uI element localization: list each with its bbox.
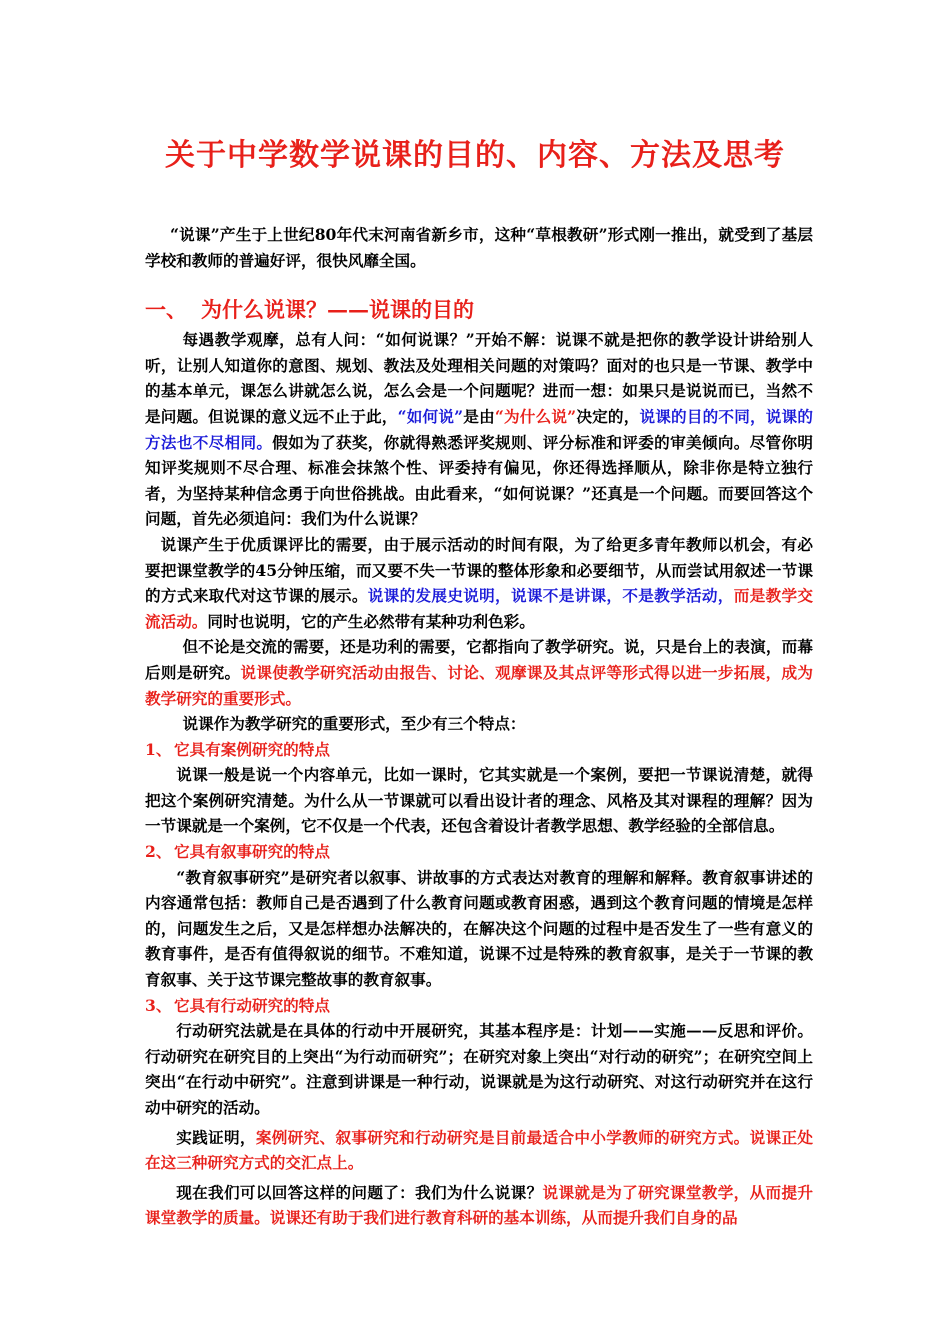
- paragraph-8: [145, 1125, 813, 1176]
- p8-text-a: 实践证明，: [176, 1127, 256, 1147]
- subheading-number: 3、: [145, 995, 172, 1015]
- subheading-number: 2、: [145, 842, 172, 862]
- paragraph-5: 说课一般是说一个内容单元，比如一课时，它其实就是一个案例，要把一节课说清楚，就得把这个案例研究清楚。为什么从一节课就可以看出设计者的理念、风格及其对课程的理解？因为一节课就是一个案例，它不仅是一个代表，还包含着设计者教学思想、教学经验的全部信息。: [145, 765, 813, 836]
- p2-text-a: 说课产生于优质课评比的需要，由于展示活动的时间有限，为了给更多青年教师以机会，有必要把课堂教学的45分钟压缩，而又要不失一节课的整体形象和必要细节，从而尝试用叙述一节课的方式来取代对这节课的展示。: [145, 534, 813, 606]
- p1-highlight-purpose: 说课的目的不同，说课的方法也不尽相同。: [145, 406, 813, 452]
- paragraph-1: [145, 327, 813, 532]
- intro-paragraph: “说课”产生于上世纪80年代末河南省新乡市，这种“草根教研”形式刚一推出，就受到了基层学校和教师的普遍好评，很快风靡全国。: [145, 225, 813, 270]
- section-number: 一、: [145, 297, 187, 323]
- subheading-1: [145, 737, 813, 763]
- p3-highlight-research: 说课使教学研究活动由报告、讨论、观摩课及其点评等形式得以进一步拓展，成为教学研究的重要形式。: [145, 662, 813, 708]
- p2-highlight-exchange: 而是教学交流活动。: [145, 586, 813, 631]
- p1-text-e: 决定的，: [576, 406, 640, 426]
- p9-highlight-answer: 说课就是为了研究课堂教学，从而提升课堂教学的质量。说课还有助于我们进行教育科研的基本训练，从而提升我们自身的品: [145, 1182, 813, 1228]
- paragraph-7: 行动研究法就是在具体的行动中开展研究，其基本程序是：计划——实施——反思和评价。行动研究在研究目的上突出“为行动而研究”；在研究对象上突出“对行动的研究”；在研究空间上突出“在行动中研究”。注意到讲课是一种行动，说课就是为这行动研究、对这行动研究并在这行动中研究的活动。: [145, 1021, 813, 1117]
- p1-text-c: 是由: [463, 406, 495, 426]
- paragraph-6: “教育叙事研究”是研究者以叙事、讲故事的方式表达对教育的理解和解释。教育叙事讲述的内容通常包括：教师自己是否遇到了什么教育问题或教育困惑，遇到这个教育问题的情境是怎样的，问题发生之后，又是怎样想办法解决的，在解决这个问题的过程中是否发生了一些有意义的教育事件，是否有值得叙说的细节。不难知道，说课不过是特殊的教育叙事，是关于一节课的教育叙事、关于这节课完整故事的教育叙事。: [145, 867, 813, 990]
- subheading-2: [145, 839, 813, 865]
- paragraph-4: 说课作为教学研究的重要形式，至少有三个特点：: [182, 714, 526, 734]
- section-title: 为什么说课？——说课的目的: [201, 297, 474, 323]
- section-heading-1: [145, 295, 813, 325]
- p3-text-a: 但不论是交流的需要，还是功利的需要，它都指向了教学研究。说，只是台上的表演，而幕后则是研究。: [145, 637, 813, 682]
- subheading-number: 1、: [145, 739, 172, 759]
- subheading-3: [145, 993, 813, 1019]
- p9-text-a: 现在我们可以回答这样的问题了：我们为什么说课？: [176, 1182, 543, 1202]
- p8-highlight-methods: 案例研究、叙事研究和行动研究是目前最适合中小学教师的研究方式。说课正处在这三种研究方式的交汇点上。: [145, 1127, 813, 1173]
- subheading-title: 它具有叙事研究的特点: [174, 842, 330, 862]
- page-title: 关于中学数学说课的目的、内容、方法及思考: [165, 138, 785, 173]
- p1-text-a: 每遇教学观摩，总有人问：“如何说课？”开始不解：说课不就是把你的教学设计讲给别人听，让别人知道你的意图、规划、教法及处理相关问题的对策吗？面对的也只是一节课、教学中的基本单元，课怎么讲就怎么说，怎么会是一个问题呢？进而一想：如果只是说说而已，当然不是问题。但说课的意义远不止于此，: [145, 330, 813, 426]
- p1-text-g: 假如为了获奖，你就得熟悉评奖规则、评分标准和评委的审美倾向。尽管你明知评奖规则不尽合理、标准会抹煞个性、评委持有偏见，你还得选择顺从，除非你是特立独行者，为坚持某种信念勇于向世俗挑战。由此看来，“如何说课？”还真是一个问题。而要回答这个问题，首先必须追问：我们为什么说课？: [145, 432, 813, 529]
- paragraph-9: [145, 1180, 813, 1231]
- p1-highlight-why: “为什么说”: [494, 406, 577, 426]
- p1-highlight-how: “如何说”: [397, 406, 464, 426]
- p2-highlight-history: 说课的发展史说明，说课不是讲课，不是教学活动，: [367, 586, 734, 606]
- subheading-title: 它具有行动研究的特点: [174, 995, 330, 1015]
- paragraph-3: [145, 634, 813, 711]
- subheading-title: 它具有案例研究的特点: [174, 739, 330, 759]
- paragraph-2: [145, 532, 813, 634]
- p2-text-d: 同时也说明，它的产生必然带有某种功利色彩。: [207, 611, 535, 631]
- document-body: [145, 222, 813, 1231]
